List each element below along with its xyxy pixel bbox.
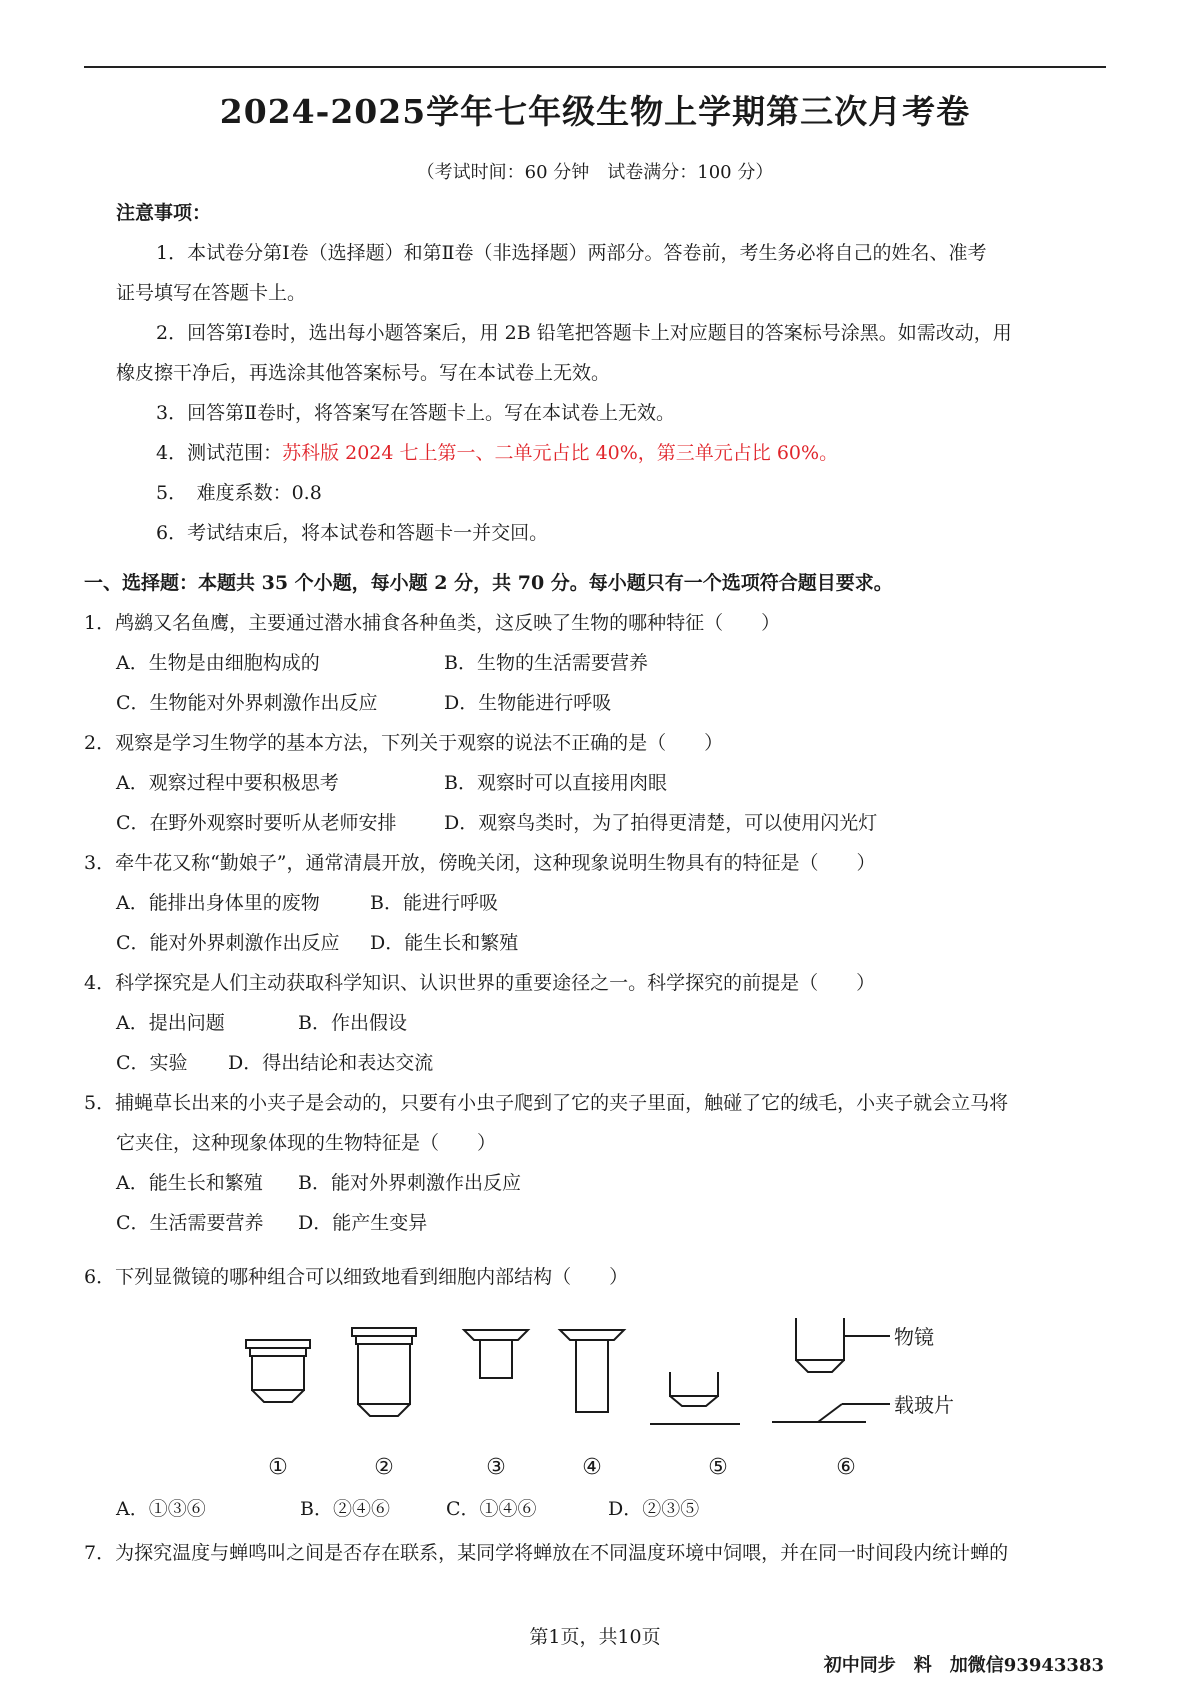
question-4-option-c: C．实验 [116,1052,188,1074]
question-2-stem: 2．观察是学习生物学的基本方法，下列关于观察的说法不正确的是（ ） [84,732,724,754]
eyepiece-3-drawing [464,1330,528,1378]
question-6-option-a: A．①③⑥ [116,1498,206,1520]
microscope-figure [230,1318,990,1488]
question-1-option-c: C．生物能对外界刺激作出反应 [116,692,378,714]
question-5-stem-cont: 它夹住，这种现象体现的生物特征是（ ） [116,1132,497,1154]
objective-5-drawing [650,1372,740,1424]
question-4-option-b: B．作出假设 [298,1012,407,1034]
question-3-option-d: D．能生长和繁殖 [370,932,519,954]
notice-heading: 注意事项： [116,202,212,224]
figure-label-3: ③ [486,1455,506,1480]
objective-label: 物镜 [894,1325,934,1349]
question-5-option-b: B．能对外界刺激作出反应 [298,1172,521,1194]
page-number: 第1页，共10页 [529,1626,661,1648]
question-3-stem: 3．牵牛花又称“勤娘子”，通常清晨开放，傍晚关闭，这种现象说明生物具有的特征是（ ） [84,852,876,874]
test-scope: 苏科版 2024 七上第一、二单元占比 40%，第三单元占比 60%。 [282,442,839,464]
notice-item-4-prefix: 4．测试范围： [156,442,283,464]
notice-item-6: 6．考试结束后，将本试卷和答题卡一并交回。 [156,522,549,544]
slide-label: 载玻片 [894,1393,954,1417]
question-2-option-b: B．观察时可以直接用肉眼 [444,772,667,794]
objective-2-drawing [352,1328,416,1416]
question-6-option-c: C．①④⑥ [446,1498,537,1520]
figure-label-4: ④ [582,1455,602,1480]
question-4-option-d: D．得出结论和表达交流 [228,1052,434,1074]
page-title: 2024-2025学年七年级生物上学期第三次月考卷 [219,92,971,131]
wechat-watermark: 初中同步 料 加微信93943383 [823,1655,1104,1676]
notice-item-1-cont: 证号填写在答题卡上。 [116,282,307,304]
eyepiece-4-drawing [560,1330,624,1412]
question-7-stem: 7．为探究温度与蝉鸣叫之间是否存在联系，某同学将蝉放在不同温度环境中饲喂，并在同一时间段内统计蝉的 [84,1542,1009,1564]
question-2-option-d: D．观察鸟类时，为了拍得更清楚，可以使用闪光灯 [444,812,878,834]
question-5-option-d: D．能产生变异 [298,1212,428,1234]
objective-1-drawing [246,1340,310,1402]
notice-item-1: 1．本试卷分第Ⅰ卷（选择题）和第Ⅱ卷（非选择题）两部分。答卷前，考生务必将自己的姓名、准考 [156,242,987,264]
question-3-option-a: A．能排出身体里的废物 [116,892,320,914]
exam-info: （考试时间：60 分钟 试卷满分：100 分） [416,162,774,183]
question-1-stem: 1．鸬鹚又名鱼鹰，主要通过潜水捕食各种鱼类，这反映了生物的哪种特征（ ） [84,612,781,634]
question-6-option-b: B．②④⑥ [300,1498,390,1520]
figure-label-1: ① [268,1455,288,1480]
section-heading: 一、选择题：本题共 35 个小题，每小题 2 分，共 70 分。每小题只有一个选项符合题目要求。 [84,572,893,594]
figure-label-2: ② [374,1455,394,1480]
notice-item-2: 2．回答第Ⅰ卷时，选出每小题答案后，用 2B 铅笔把答题卡上对应题目的答案标号涂黑。如需改动，用 [156,322,1012,344]
question-1-option-a: A．生物是由细胞构成的 [116,652,320,674]
question-2-option-a: A．观察过程中要积极思考 [116,772,339,794]
notice-item-4 [156,438,838,465]
top-rule [84,66,1106,68]
question-5-option-a: A．能生长和繁殖 [116,1172,263,1194]
question-4-option-a: A．提出问题 [116,1012,225,1034]
notice-item-2-cont: 橡皮擦干净后，再选涂其他答案标号。写在本试卷上无效。 [116,362,611,384]
question-3-option-c: C．能对外界刺激作出反应 [116,932,340,954]
notice-item-5: 5． 难度系数：0.8 [156,482,322,504]
question-1-option-b: B．生物的生活需要营养 [444,652,648,674]
question-4-stem: 4．科学探究是人们主动获取科学知识、认识世界的重要途径之一。科学探究的前提是（ ） [84,972,876,994]
question-3-option-b: B．能进行呼吸 [370,892,498,914]
objective-6-drawing [772,1318,890,1422]
question-6-stem: 6．下列显微镜的哪种组合可以细致地看到细胞内部结构（ ） [84,1266,629,1288]
question-5-stem: 5．捕蝇草长出来的小夹子是会动的，只要有小虫子爬到了它的夹子里面，触碰了它的绒毛，小夹子就会立马将 [84,1092,1009,1114]
figure-label-5: ⑤ [708,1455,728,1480]
question-1-option-d: D．生物能进行呼吸 [444,692,612,714]
question-6-option-d: D．②③⑤ [608,1498,700,1520]
question-5-option-c: C．生活需要营养 [116,1212,264,1234]
figure-label-6: ⑥ [836,1455,856,1480]
question-2-option-c: C．在野外观察时要听从老师安排 [116,812,397,834]
notice-item-3: 3．回答第Ⅱ卷时，将答案写在答题卡上。写在本试卷上无效。 [156,402,676,424]
